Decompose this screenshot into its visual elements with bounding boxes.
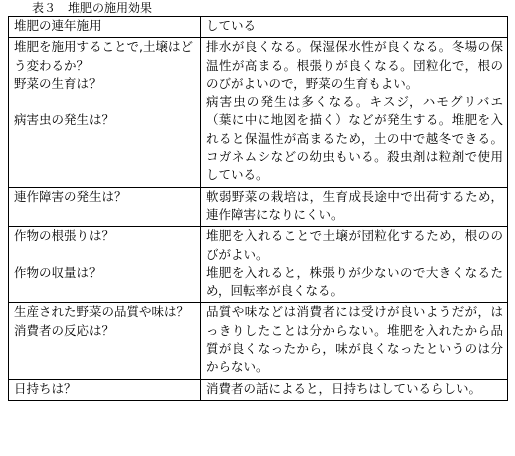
answer-cell — [201, 38, 508, 187]
header-left-cell: 堆肥の連年施用 — [9, 17, 201, 38]
caption-text: 表３ 堆肥の施用効果 — [32, 1, 153, 15]
answer-text: 病害虫の発生は多くなる。キスジ，ハモグリバエ（葉に中に地図を描く）などが発生する。堆肥を入れると保温性が高まるため，土の中で越冬できる。コガネムシなどの幼虫もいる。殺虫剤は粒剤で使用している。 — [206, 94, 503, 183]
question-text: 生産された野菜の品質や味は？消費者の反応は？ — [14, 304, 190, 338]
question-cell — [9, 227, 201, 303]
question-cell — [9, 303, 201, 379]
table-header-row — [9, 17, 508, 38]
question-text: 野菜の生育は？ — [14, 75, 102, 91]
header-right-cell: している — [201, 17, 508, 38]
compost-effects-table — [8, 16, 508, 401]
answer-text: 堆肥を入れることで土壌が団粒化するため，根ののびがよい。 — [206, 228, 503, 262]
table-row — [9, 379, 508, 400]
question-text: 病害虫の発生は？ — [14, 112, 115, 128]
table-caption — [0, 0, 515, 16]
answer-cell — [201, 303, 508, 379]
table-row — [9, 38, 508, 187]
answer-cell — [201, 227, 508, 303]
question-text: 連作障害の発生は？ — [14, 188, 127, 204]
question-cell — [9, 379, 201, 400]
answer-text: 品質や味などは消費者には受けが良いようだが，はっきりしたことは分からない。堆肥を入れたから品質が良くなったから，味が良くなったというのは分からない。 — [206, 304, 503, 375]
table-row — [9, 187, 508, 227]
answer-text: 軟弱野菜の栽培は，生育成長途中で出荷するため，連作障害になりにくい。 — [206, 188, 503, 222]
answer-cell — [201, 379, 508, 400]
answer-text: 排水が良くなる。保湿保水性が良くなる。冬場の保温性が高まる。根張りが良くなる。団粒化で，根ののびがよいので，野菜の生育もよい。 — [206, 39, 503, 91]
answer-text: 堆肥を入れると，株張りが少ないので大きくなるため，回転率が良くなる。 — [206, 264, 503, 299]
question-cell — [9, 38, 201, 187]
question-cell — [9, 187, 201, 227]
table-row — [9, 227, 508, 303]
table-row — [9, 303, 508, 379]
blank-line — [14, 246, 196, 264]
question-text: 堆肥を施用することで,土壌はどう変わるか？ — [14, 39, 193, 73]
answer-text: 消費者の話によると，日持ちはしているらしい。 — [206, 380, 482, 396]
question-text: 日持ちは？ — [14, 380, 77, 396]
question-text: 作物の根張りは？ — [14, 228, 115, 244]
answer-cell — [201, 187, 508, 227]
blank-line — [14, 93, 196, 111]
question-text: 作物の収量は？ — [14, 264, 102, 280]
